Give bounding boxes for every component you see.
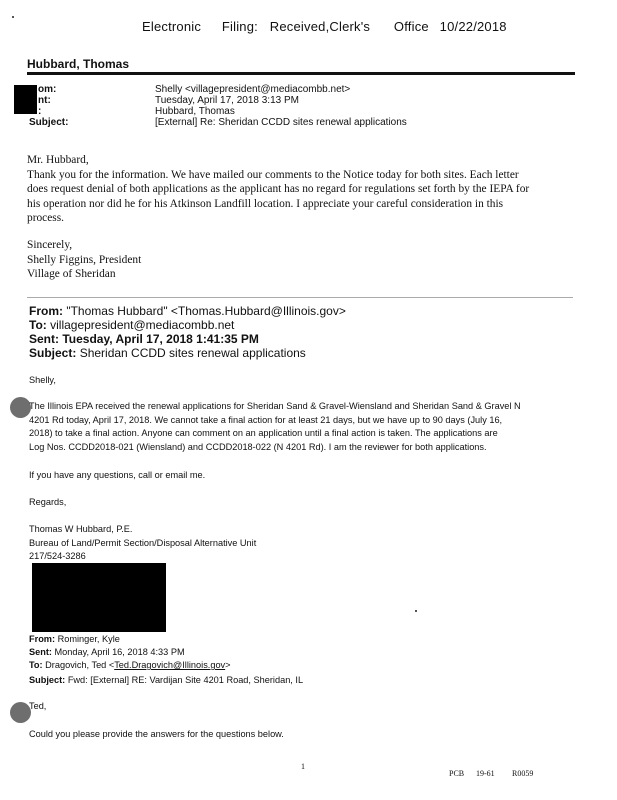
fwd1-sent: Tuesday, April 17, 2018 1:41:35 PM (62, 332, 259, 346)
fwd2-to-line (29, 659, 231, 673)
fwd1-sent-label: Sent: (29, 332, 59, 346)
fwd1-sent-line (29, 332, 259, 346)
fwd2-from-line (29, 633, 120, 647)
punch-hole-1 (10, 397, 31, 418)
reply-line: process. (27, 212, 65, 225)
fwd2-sent: Monday, April 16, 2018 4:33 PM (54, 647, 185, 657)
fwd1-subject-label: Subject: (29, 346, 77, 360)
footer-docket: 19-61 (476, 769, 495, 778)
msg2-line: Could you please provide the answers for the questions below. (29, 729, 284, 739)
msg1-questions: If you have any questions, call or email me. (29, 470, 206, 480)
fwd1-from-label: From: (29, 304, 63, 318)
page-number: 1 (301, 762, 305, 771)
msg1-line: Log Nos. CCDD2018-021 (Wiensland) and CCDD2018-022 (N 4201 Rd). I am the reviewer for both applications. (29, 441, 487, 452)
reply-signer-name: Shelly Figgins, President (27, 253, 142, 266)
reply-line: Thank you for the information. We have mailed our comments to the Notice today for both sites. Each letter (27, 168, 519, 181)
punch-hole-2 (10, 702, 31, 723)
meta-to: Hubbard, Thomas (155, 106, 235, 117)
fwd1-to-line (29, 318, 234, 332)
msg1-signature (29, 523, 256, 564)
fwd1-to: villagepresident@mediacombb.net (50, 318, 235, 332)
redaction-box-signature (32, 563, 166, 632)
fwd2-subject: Fwd: [External] RE: Vardijan Site 4201 Road, Sheridan, IL (67, 675, 304, 685)
fwd1-from-line (29, 304, 346, 318)
meta-sent: Tuesday, April 17, 2018 3:13 PM (155, 95, 299, 106)
msg1-greeting: Shelly, (29, 375, 56, 385)
meta-sent-label: nt: (38, 95, 51, 106)
msg1-regards: Regards, (29, 497, 67, 507)
reply-closing: Sincerely, (27, 239, 73, 251)
msg1-line: 4201 Rd today, April 17, 2018. We cannot take a final action for at least 21 days, but we have up to 90 days (July 16, (29, 414, 503, 425)
fwd2-sent-line (29, 646, 185, 660)
stamp-received: Received,Clerk's (269, 19, 371, 34)
header-rule (27, 72, 575, 75)
fwd2-sent-label: Sent: (29, 647, 52, 657)
footer-pcb: PCB (449, 769, 465, 778)
fwd2-to-end: > (225, 660, 231, 670)
stamp-office: Office (393, 19, 429, 34)
fwd2-from-label: From: (29, 634, 56, 644)
reply-signature (27, 238, 141, 282)
meta-from: Shelly <villagepresident@mediacombb.net> (155, 84, 351, 95)
msg1-signer-phone: 217/524-3286 (29, 551, 86, 562)
fwd2-to-name: Dragovich, Ted < (45, 660, 115, 670)
stray-mark (12, 16, 14, 18)
msg1-line: 2018) to take a final action. Anyone can comment on an application until a final action is taken. The applications are (29, 428, 498, 439)
fwd1-to-label: To: (29, 318, 47, 332)
fwd1-subject-line (29, 346, 306, 360)
footer-ref: R0059 (512, 769, 534, 778)
meta-to-label: : (38, 106, 42, 117)
msg1-signer-name: Thomas W Hubbard, P.E. (29, 524, 133, 534)
msg1-line: The Illinois EPA received the renewal applications for Sheridan Sand & Gravel-Wiensland and Sheridan Sand & Gravel N (29, 401, 521, 411)
reply-signer-org: Village of Sheridan (27, 268, 116, 281)
reply-salutation: Mr. Hubbard, (27, 154, 89, 166)
meta-subject: [External] Re: Sheridan CCDD sites renewal applications (155, 117, 407, 128)
redaction-box-top (14, 85, 37, 114)
printout-owner-name: Hubbard, Thomas (27, 57, 130, 71)
msg1-body (29, 400, 577, 454)
fwd1-from: "Thomas Hubbard" <Thomas.Hubbard@Illinois.gov> (66, 304, 346, 318)
stray-mark (415, 610, 417, 612)
msg2-greeting: Ted, (29, 701, 47, 711)
reply-line: his operation nor did he for his Atkinson Landfill location. I appreciate your careful consideration in this (27, 197, 504, 210)
stamp-electronic: Electronic (142, 19, 202, 34)
fwd2-to-label: To: (29, 660, 43, 670)
filing-stamp (142, 19, 507, 34)
fwd2-from: Rominger, Kyle (57, 634, 120, 644)
stamp-date: 10/22/2018 (439, 19, 507, 34)
msg1-signer-bureau: Bureau of Land/Permit Section/Disposal Alternative Unit (29, 537, 257, 548)
fwd2-to-email-link[interactable]: Ted.Dragovich@Illinois.gov (114, 660, 226, 670)
fwd2-subject-line (29, 674, 303, 688)
stamp-filing: Filing: (221, 19, 258, 34)
fwd1-subject: Sheridan CCDD sites renewal applications (79, 346, 306, 360)
fwd2-subject-label: Subject: (29, 675, 66, 685)
reply-line: does request denial of both applications as the applicant has no regard for regulations set forth by the IEPA for (27, 183, 530, 196)
meta-from-label: om: (38, 84, 57, 95)
meta-subject-label: Subject: (29, 117, 69, 128)
forward-divider (27, 297, 573, 298)
reply-body (27, 153, 587, 226)
